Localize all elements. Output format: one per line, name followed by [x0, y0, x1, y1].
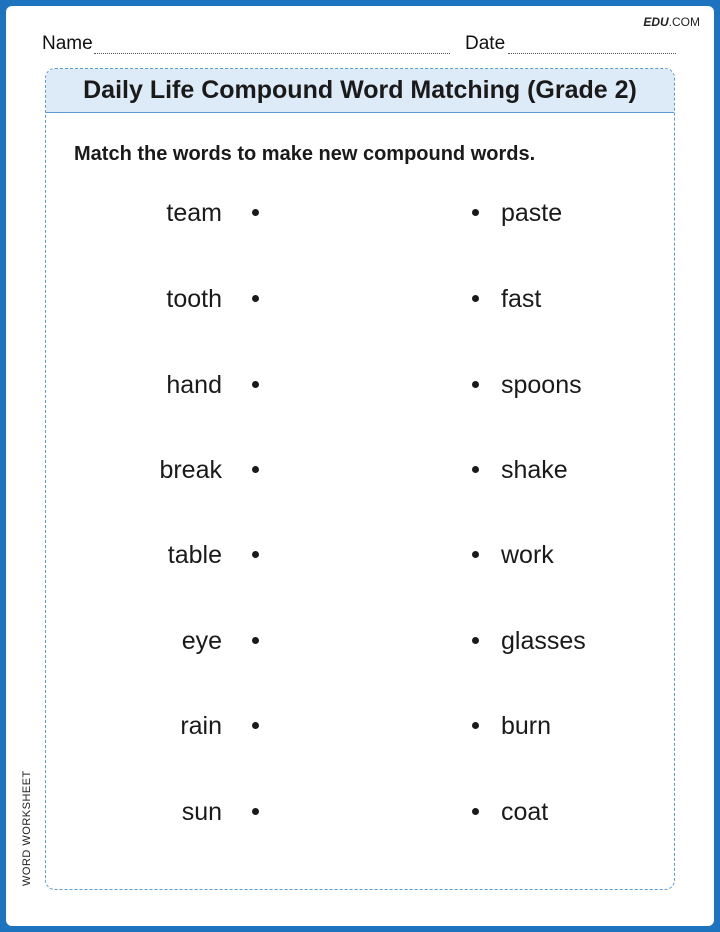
worksheet-frame	[45, 68, 675, 890]
left-word: tooth	[166, 285, 222, 313]
name-label: Name	[42, 33, 93, 54]
left-match-dot[interactable]	[252, 381, 259, 388]
right-match-dot[interactable]	[472, 209, 479, 216]
right-word: paste	[501, 199, 563, 227]
instructions-text: Match the words to make new compound words.	[74, 143, 536, 165]
right-word: glasses	[501, 627, 586, 655]
left-match-dot[interactable]	[252, 722, 259, 729]
match-pair	[46, 285, 676, 315]
right-match-dot[interactable]	[472, 637, 479, 644]
worksheet-title: Daily Life Compound Word Matching (Grade 2)	[83, 76, 637, 104]
right-match-dot[interactable]	[472, 722, 479, 729]
left-word: sun	[181, 798, 222, 826]
name-date-row	[42, 33, 676, 55]
left-match-dot[interactable]	[252, 808, 259, 815]
left-match-dot[interactable]	[252, 295, 259, 302]
left-word: table	[167, 541, 222, 569]
right-word: coat	[501, 798, 549, 826]
date-field-line[interactable]	[508, 53, 676, 54]
right-word: work	[501, 541, 554, 569]
left-word: hand	[166, 371, 222, 399]
left-word: rain	[180, 712, 222, 740]
right-match-dot[interactable]	[472, 295, 479, 302]
match-pair	[46, 541, 676, 571]
left-match-dot[interactable]	[252, 551, 259, 558]
right-match-dot[interactable]	[472, 381, 479, 388]
left-word: team	[166, 199, 222, 227]
right-match-dot[interactable]	[472, 466, 479, 473]
match-pair	[46, 371, 676, 401]
date-label: Date	[465, 33, 506, 54]
match-pair	[46, 712, 676, 742]
side-label: WORD WORKSHEET	[21, 770, 33, 886]
match-pair	[46, 627, 676, 657]
left-match-dot[interactable]	[252, 209, 259, 216]
right-word: spoons	[501, 371, 582, 399]
name-field-line[interactable]	[94, 53, 450, 54]
brand-logo: EDU.COM	[643, 15, 700, 29]
match-pair	[46, 456, 676, 486]
right-word: fast	[501, 285, 542, 313]
left-match-dot[interactable]	[252, 466, 259, 473]
worksheet-page	[6, 6, 714, 926]
right-match-dot[interactable]	[472, 551, 479, 558]
right-word: burn	[501, 712, 552, 740]
match-pair	[46, 199, 676, 229]
title-bar	[46, 69, 674, 113]
left-word: eye	[181, 627, 222, 655]
right-match-dot[interactable]	[472, 808, 479, 815]
match-pair	[46, 798, 676, 828]
right-word: shake	[501, 456, 568, 484]
left-word: break	[159, 456, 222, 484]
left-match-dot[interactable]	[252, 637, 259, 644]
